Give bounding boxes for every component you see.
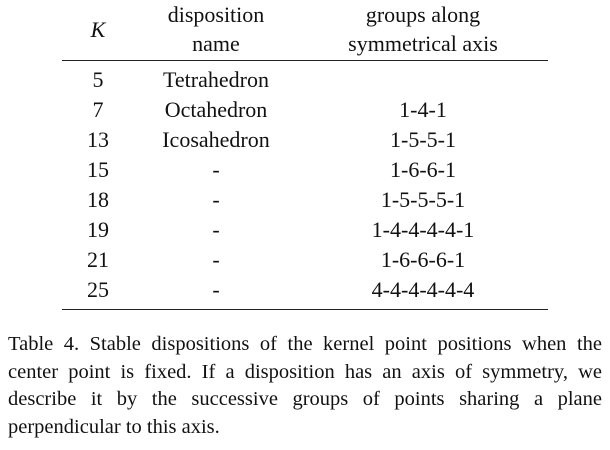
cell-groups: 1-5-5-5-1	[380, 187, 466, 212]
header-disposition-name	[134, 0, 298, 61]
cell-k: 21	[87, 247, 109, 272]
table-row	[62, 125, 548, 155]
table-caption: Table 4. Stable dispositions of the kernel point positions when the center point is fixed. If a disposition has an axis of symmetry, we describe it by the successive groups of points sharing a plane perpendicular to this axis.	[8, 333, 602, 438]
cell-name: Tetrahedron	[163, 67, 269, 92]
cell-groups: 1-6-6-1	[390, 157, 456, 182]
table-row	[62, 215, 548, 245]
cell-groups: 1-4-4-4-4-1	[371, 217, 475, 242]
header-disposition-line1: disposition	[167, 2, 265, 27]
header-k: K	[90, 16, 106, 42]
cell-groups	[298, 61, 548, 96]
cell-name: Octahedron	[164, 97, 268, 122]
header-groups-line2: symmetrical axis	[348, 31, 498, 56]
cell-groups: 1-5-5-1	[390, 127, 456, 152]
header-disposition-line2: name	[192, 31, 240, 56]
header-groups	[298, 0, 548, 61]
table-header-row	[62, 0, 548, 61]
cell-k: 5	[92, 67, 104, 92]
table-row	[62, 95, 548, 125]
cell-k: 15	[87, 157, 109, 182]
cell-k: 19	[87, 217, 109, 242]
cell-k: 7	[92, 97, 104, 122]
cell-k: 25	[62, 275, 134, 310]
cell-name: -	[212, 217, 220, 242]
cell-k: 18	[87, 187, 109, 212]
table-row	[62, 245, 548, 275]
cell-name: Icosahedron	[162, 127, 270, 152]
cell-groups: 1-6-6-6-1	[380, 247, 466, 272]
table-row	[62, 185, 548, 215]
cell-name: -	[212, 247, 220, 272]
table-row	[62, 275, 548, 310]
cell-groups: 4-4-4-4-4-4	[298, 275, 548, 310]
cell-name: -	[212, 187, 220, 212]
cell-name: -	[212, 157, 220, 182]
dispositions-table	[62, 0, 548, 310]
cell-groups: 1-4-1	[399, 97, 447, 122]
header-groups-line1: groups along	[365, 2, 481, 27]
dispositions-table-container	[62, 0, 548, 310]
table-row	[62, 155, 548, 185]
table-row	[62, 61, 548, 96]
cell-name: -	[134, 275, 298, 310]
cell-k: 13	[87, 127, 109, 152]
